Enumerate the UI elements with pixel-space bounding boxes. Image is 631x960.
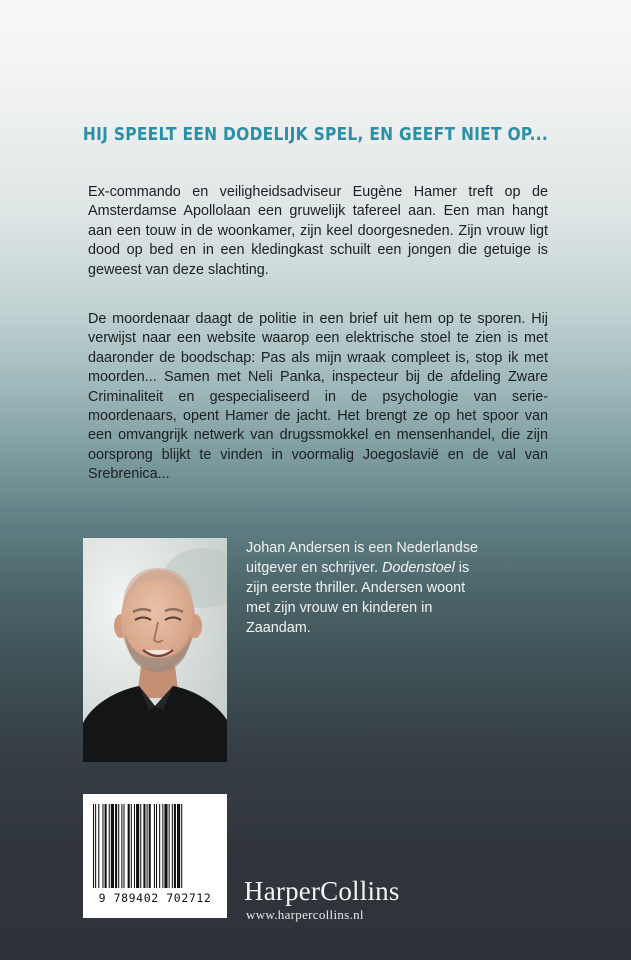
barcode bbox=[83, 794, 227, 918]
blurb-paragraph-2: De moordenaar daagt de politie in een brief uit hem op te sporen. Hij verwijst naar een website waarop een elektrische stoel te zien is met daaronder de boodschap: Pas als mijn wraak compleet is, stop ik met moorden... Samen met Neli Panka, inspecteur bij de afdeling Zware Criminaliteit en gespecialiseerd in de psychologie van serie-moordenaars, opent Hamer de jacht. Het brengt ze op het spoor van een omvangrijk netwerk van drugssmokkel en mensenhandel, die zijn oorsprong blijkt te vinden in voormalig Joegoslavië en de val van Srebrenica... bbox=[88, 311, 548, 483]
blurb-paragraph-1: Ex-commando en veiligheidsadviseur Eugène Hamer treft op de Amsterdamse Apollolaan een gruwelijk tafereel aan. Een man hangt aan een touw in de woonkamer, zijn keel doorgesneden. Zijn vrouw ligt dood op bed en in een kledingkast schuilt een jongen die getuige is geweest van deze slachting. bbox=[88, 184, 548, 278]
isbn-number: 9 789402 702712 bbox=[98, 891, 212, 905]
author-portrait-illustration bbox=[83, 538, 227, 762]
author-bio-part-1: Johan Andersen is een Nederlandse uitgever en schrijver. bbox=[246, 540, 479, 576]
tagline: HIJ SPEELT EEN DODELIJK SPEL, EN GEEFT NIET OP... bbox=[82, 124, 549, 145]
author-bio bbox=[246, 538, 486, 638]
author-photo bbox=[83, 538, 227, 762]
publisher-logo: HarperCollins bbox=[244, 876, 400, 906]
book-title: Dodenstoel bbox=[381, 560, 455, 576]
author-bio-part-2: is zijn eerste thriller. Andersen woont met zijn vrouw en kinderen in Zaandam. bbox=[246, 560, 470, 636]
publisher-website: www.harpercollins.nl bbox=[246, 907, 364, 922]
barcode-bars bbox=[93, 804, 217, 888]
